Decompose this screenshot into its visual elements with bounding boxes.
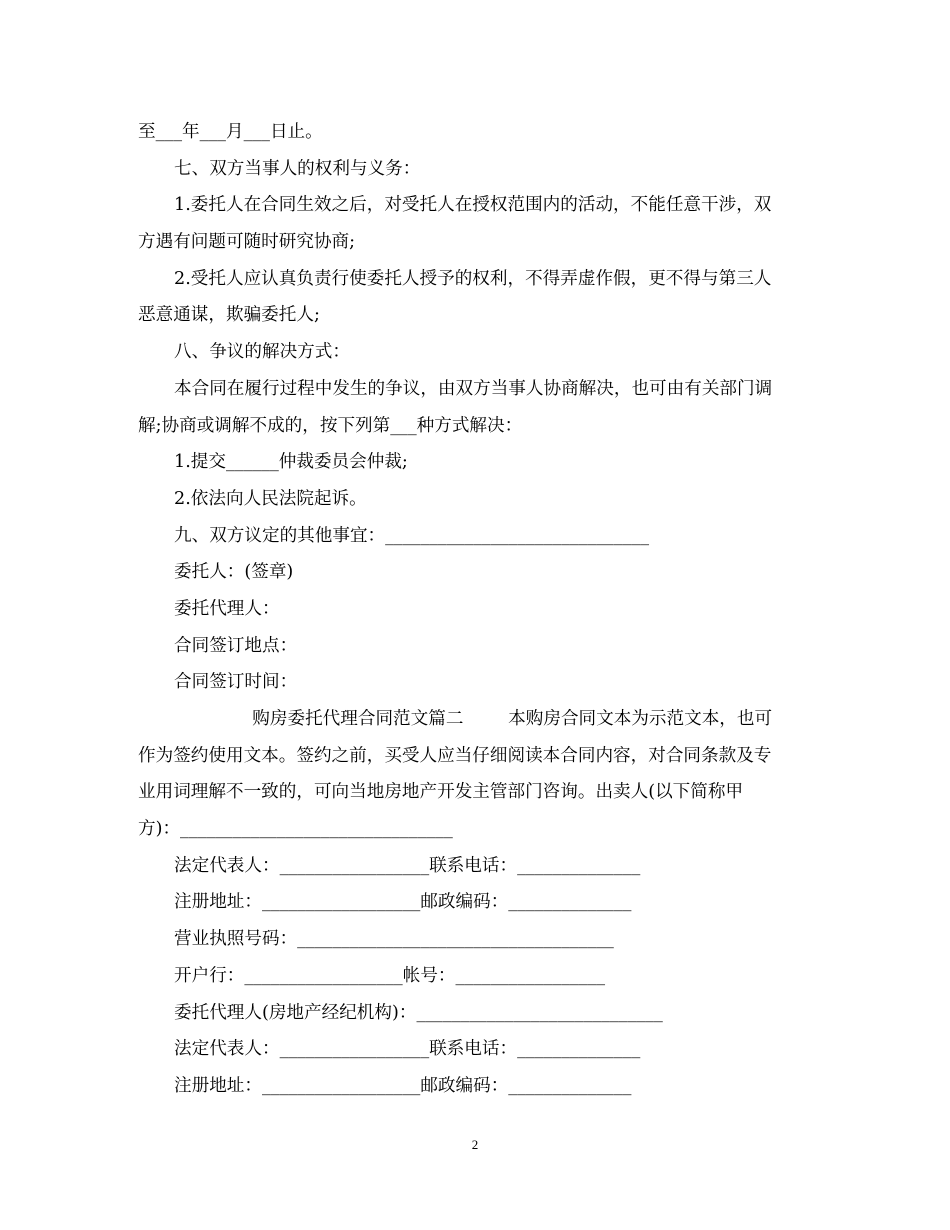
form-field-line: 注册地址：__________________邮政编码：______________ (174, 892, 632, 913)
text-line: 业用词理解不一致的，可向当地房地产开发主管部门咨询。出卖人(以下简称甲 (138, 782, 744, 803)
text-line: 本合同在履行过程中发生的争议，由双方当事人协商解决，也可由有关部门调 (174, 378, 773, 399)
text-line: 作为签约使用文本。签约之前，买受人应当仔细阅读本合同内容，对合同条款及专 (138, 745, 772, 766)
form-field-line: 开户行：__________________帐号：_________________ (174, 965, 606, 986)
signature-field: 合同签订时间： (174, 672, 298, 693)
form-field-line: 委托代理人(房地产经纪机构)：____________________________ (174, 1002, 663, 1023)
signature-field: 委托人：(签章) (174, 562, 294, 583)
text-line: 恶意通谋，欺骗委托人; (138, 305, 320, 326)
text-line: 方遇有问题可随时研究协商; (138, 232, 356, 253)
text-line: 解;协商或调解不成的，按下列第___种方式解决： (138, 415, 523, 436)
form-field-line: 注册地址：__________________邮政编码：______________ (174, 1075, 632, 1096)
text-line: 1.提交______仲裁委员会仲裁; (174, 452, 408, 473)
text-line: 2.受托人应认真负责行使委托人授予的权利，不得弄虚作假，更不得与第三人 (174, 268, 772, 289)
form-field-line: 法定代表人：_________________联系电话：______________ (174, 1039, 641, 1060)
page-number: 2 (471, 1137, 479, 1152)
form-field-line: 营业执照号码：____________________________________ (174, 929, 614, 950)
document-body (138, 114, 818, 1105)
section-heading-9: 九、双方议定的其他事宜：______________________________ (174, 525, 650, 546)
section-heading-8: 八、争议的解决方式： (174, 342, 350, 363)
signature-field: 委托代理人： (174, 598, 280, 619)
text-line: 方)：_______________________________ (138, 819, 453, 840)
signature-field: 合同签订地点： (174, 635, 298, 656)
form-field-line: 法定代表人：_________________联系电话：______________ (174, 855, 641, 876)
text-line: 2.依法向人民法院起诉。 (174, 488, 367, 509)
section-title-line: 购房委托代理合同范文篇二 本购房合同文本为示范文本，也可 (174, 709, 773, 729)
text-line: 1.委托人在合同生效之后，对受托人在授权范围内的活动，不能任意干涉，双 (174, 195, 772, 216)
text-line: 至___年___月___日止。 (138, 122, 323, 142)
section-heading-7: 七、双方当事人的权利与义务： (174, 158, 421, 179)
